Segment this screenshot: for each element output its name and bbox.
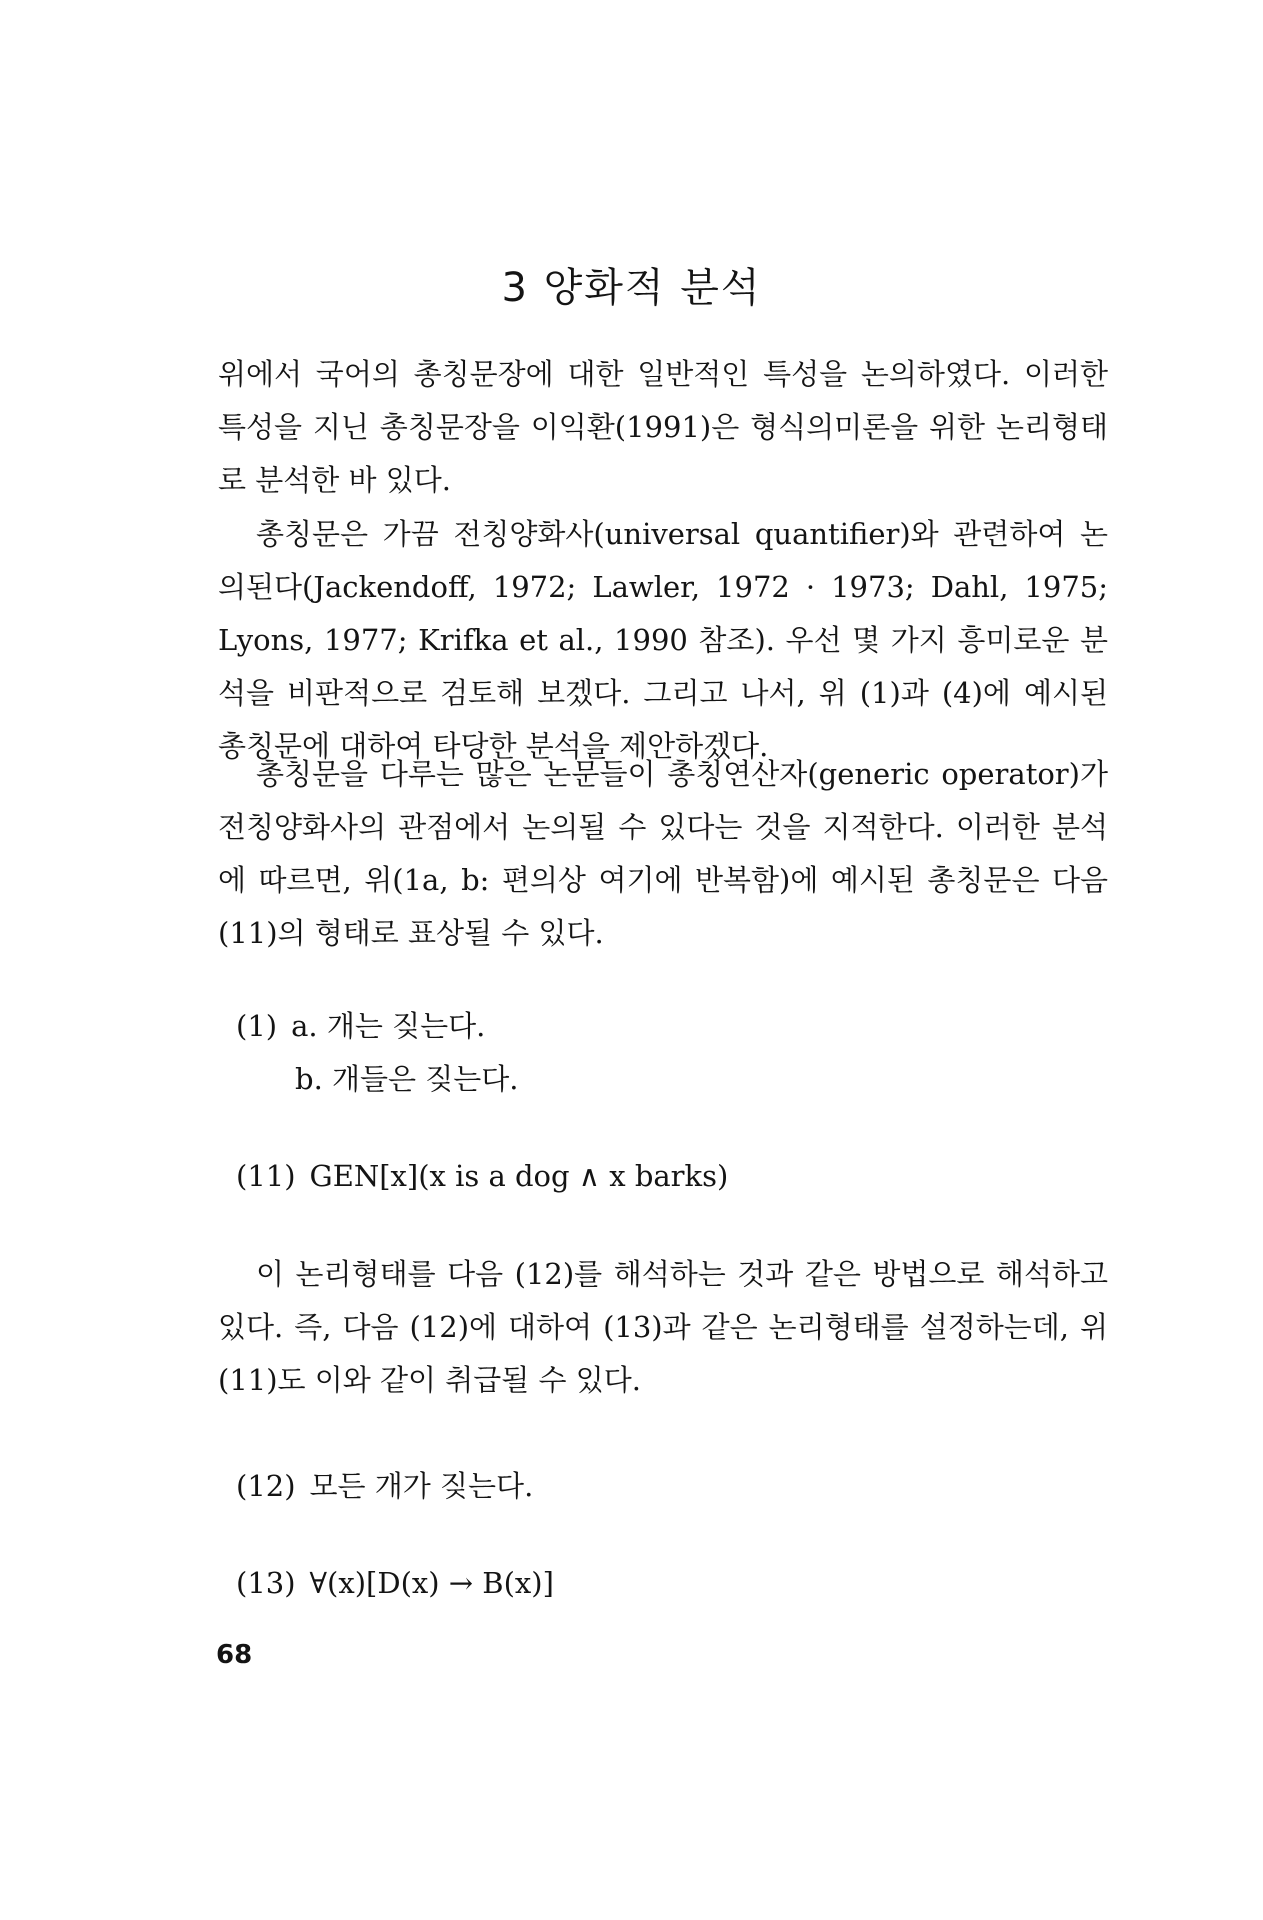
example-11-formula: GEN[x](x is a dog ∧ x barks) — [309, 1159, 729, 1193]
example-13 — [236, 1557, 554, 1610]
paragraph-1: 위에서 국어의 총칭문장에 대한 일반적인 특성을 논의하였다. 이러한 특성을 지닌 총칭문장을 이익환(1991)은 형식의미론을 위한 논리형태로 분석한 바 있다. — [218, 357, 1108, 497]
example-11 — [236, 1150, 728, 1203]
example-1b-text: b. 개들은 짖는다. — [295, 1062, 519, 1096]
page-number: 68 — [216, 1640, 253, 1670]
example-12-number: (12) — [236, 1469, 296, 1503]
example-12-text: 모든 개가 짖는다. — [309, 1469, 534, 1503]
example-12 — [236, 1460, 533, 1513]
paragraph-3: 총칭문을 다루는 많은 논문들이 총칭연산자(generic operator)가 전칭양화사의 관점에서 논의될 수 있다는 것을 지적한다. 이러한 분석에 따르면, 위(1a, b: 편의상 여기에 반복함)에 예시된 총칭문은 다음 (11)의 형태로 표상될 수 있다. — [218, 757, 1108, 950]
section-heading: 3 양화적 분석 — [501, 265, 762, 311]
example-1-number: (1) — [236, 1009, 278, 1043]
example-13-number: (13) — [236, 1566, 296, 1600]
example-1a-text: a. 개는 짖는다. — [291, 1009, 486, 1043]
example-13-formula: ∀(x)[D(x) → B(x)] — [309, 1566, 554, 1600]
example-11-number: (11) — [236, 1159, 296, 1193]
example-1a — [236, 1000, 485, 1053]
example-1b — [295, 1053, 519, 1106]
paragraph-4: 이 논리형태를 다음 (12)를 해석하는 것과 같은 방법으로 해석하고 있다. 즉, 다음 (12)에 대하여 (13)과 같은 논리형태를 설정하는데, 위 (11)도 이와 같이 취급될 수 있다. — [218, 1257, 1108, 1397]
paragraph-2: 총칭문은 가끔 전칭양화사(universal quantifier)와 관련하여 논의된다(Jackendoff, 1972; Lawler, 1972 · 1973; Dahl, 1975; Lyons, 1977; Krifka et al., 1990 참조). 우선 몇 가지 흥미로운 분석을 비판적으로 검토해 보겠다. 그리고 나서, 위 (1)과 (4)에 예시된 총칭문에 대하여 타당한 분석을 제안하겠다. — [218, 517, 1108, 763]
